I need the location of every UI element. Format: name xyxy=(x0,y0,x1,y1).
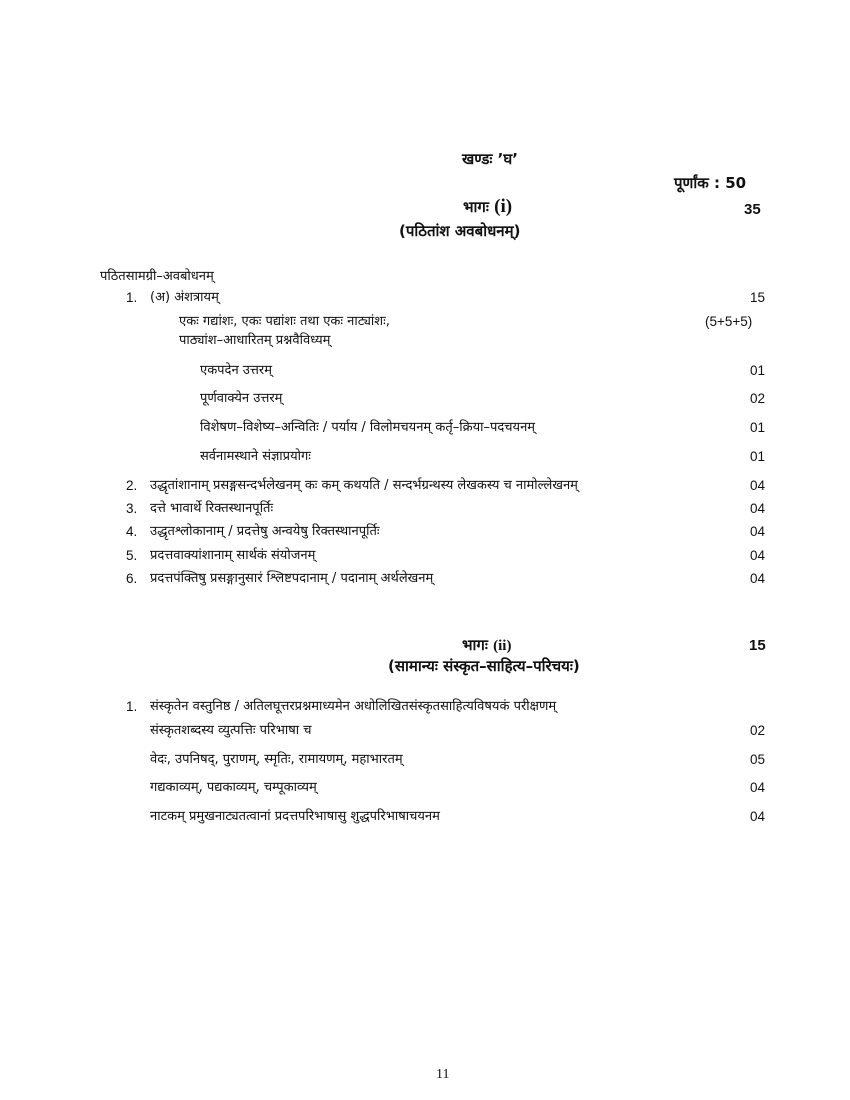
part-1-marks: 35 xyxy=(744,201,761,218)
page-number: 11 xyxy=(436,1067,450,1082)
p2-item: संस्कृतशब्दस्य व्युत्पत्तिः परिभाषा च xyxy=(150,723,312,738)
question-text: उद्धृतश्लोकानाम् / प्रदत्तेषु अन्वयेषु रिक्तस्थानपूर्तिः xyxy=(150,524,380,539)
q1-item-marks: 01 xyxy=(750,420,766,435)
q1-item: पूर्णवाक्येन उत्तरम् xyxy=(200,391,283,406)
p2-item: वेदः, उपनिषद्, पुराणम्, स्मृतिः, रामायणम्, महाभारतम् xyxy=(150,752,403,767)
part-2-marks: 15 xyxy=(749,637,766,654)
p2-item-marks: 02 xyxy=(750,723,766,738)
q1-sub-line1: एकः गद्यांशः, एकः पद्यांशः तथा एकः नाट्यांशः, xyxy=(179,314,390,329)
question-marks: 04 xyxy=(750,548,766,563)
question-text: प्रदत्तवाक्यांशानाम् सार्थकं संयोजनम् xyxy=(150,548,316,563)
p2-item-marks: 04 xyxy=(750,809,766,824)
part-1-label xyxy=(463,198,512,216)
q1-text: (अ) अंशत्रायम् xyxy=(150,290,219,305)
part-2-roman: (ii) xyxy=(493,638,512,654)
part-2-prefix: भागः xyxy=(462,636,488,654)
q1-item-marks: 01 xyxy=(750,363,766,378)
part-1-prefix: भागः xyxy=(463,198,489,216)
p2-item: नाटकम् प्रमुखनाट्यतत्वानां प्रदत्तपरिभाषासु शुद्धपरिभाषाचयनम xyxy=(150,809,440,824)
question-number: 6. xyxy=(126,571,138,586)
part-2-subtitle: (सामान्यः संस्कृत–साहित्य–परिचयः) xyxy=(388,657,580,675)
q1-item: सर्वनामस्थाने संज्ञाप्रयोगः xyxy=(200,449,311,464)
q1-sub-marks: (5+5+5) xyxy=(705,314,753,329)
question-number: 3. xyxy=(126,501,138,516)
full-marks: पूर्णांक : 50 xyxy=(674,174,747,192)
q1-item: एकपदेन उत्तरम् xyxy=(200,363,273,378)
p2-item-marks: 05 xyxy=(750,752,766,767)
question-text: दत्ते भावार्थे रिक्तस्थानपूर्तिः xyxy=(150,501,274,516)
p2-q1-number: 1. xyxy=(126,699,138,714)
p2-item-marks: 04 xyxy=(750,780,766,795)
part-1-subtitle: (पठितांश अवबोधनम्) xyxy=(399,222,521,240)
part-1-roman: (i) xyxy=(494,196,513,217)
q1-number: 1. xyxy=(126,290,138,305)
question-marks: 04 xyxy=(750,571,766,586)
question-number: 2. xyxy=(126,478,138,493)
question-marks: 04 xyxy=(750,478,766,493)
question-text: प्रदत्तपंक्तिषु प्रसङ्गानुसारं श्लिष्टपदानाम् / पदानाम् अर्थलेखनम् xyxy=(150,571,434,586)
question-text: उद्धृतांशानाम् प्रसङ्गसन्दर्भलेखनम् कः कम् कथयति / सन्दर्भग्रन्थस्य लेखकस्य च नामोल्लेखनम् xyxy=(150,478,578,493)
question-marks: 04 xyxy=(750,501,766,516)
q1-sub-line2: पाठ्यांश–आधारितम् प्रश्नवैविध्यम् xyxy=(179,333,331,348)
question-marks: 04 xyxy=(750,524,766,539)
p2-item: गद्यकाव्यम्, पद्यकाव्यम्, चम्पूकाव्यम् xyxy=(150,780,317,795)
part-2-label xyxy=(462,636,511,655)
question-number: 4. xyxy=(126,524,138,539)
reading-heading: पठितसामग्री–अवबोधनम् xyxy=(100,269,214,284)
q1-item-marks: 02 xyxy=(750,391,766,406)
section-title: खण्डः ’घ’ xyxy=(462,150,518,168)
q1-item-marks: 01 xyxy=(750,449,766,464)
q1-item: विशेषण–विशेष्य–अन्वितिः / पर्याय / विलोमचयनम् कर्तृ–क्रिया–पदचयनम् xyxy=(200,420,536,435)
q1-marks: 15 xyxy=(750,290,766,305)
question-number: 5. xyxy=(126,548,138,563)
p2-q1-text: संस्कृतेन वस्तुनिष्ठ / अतिलघूत्तरप्रश्नमाध्यमेन अधोलिखितसंस्कृतसाहित्यविषयकं परीक्षणम् xyxy=(150,699,557,714)
